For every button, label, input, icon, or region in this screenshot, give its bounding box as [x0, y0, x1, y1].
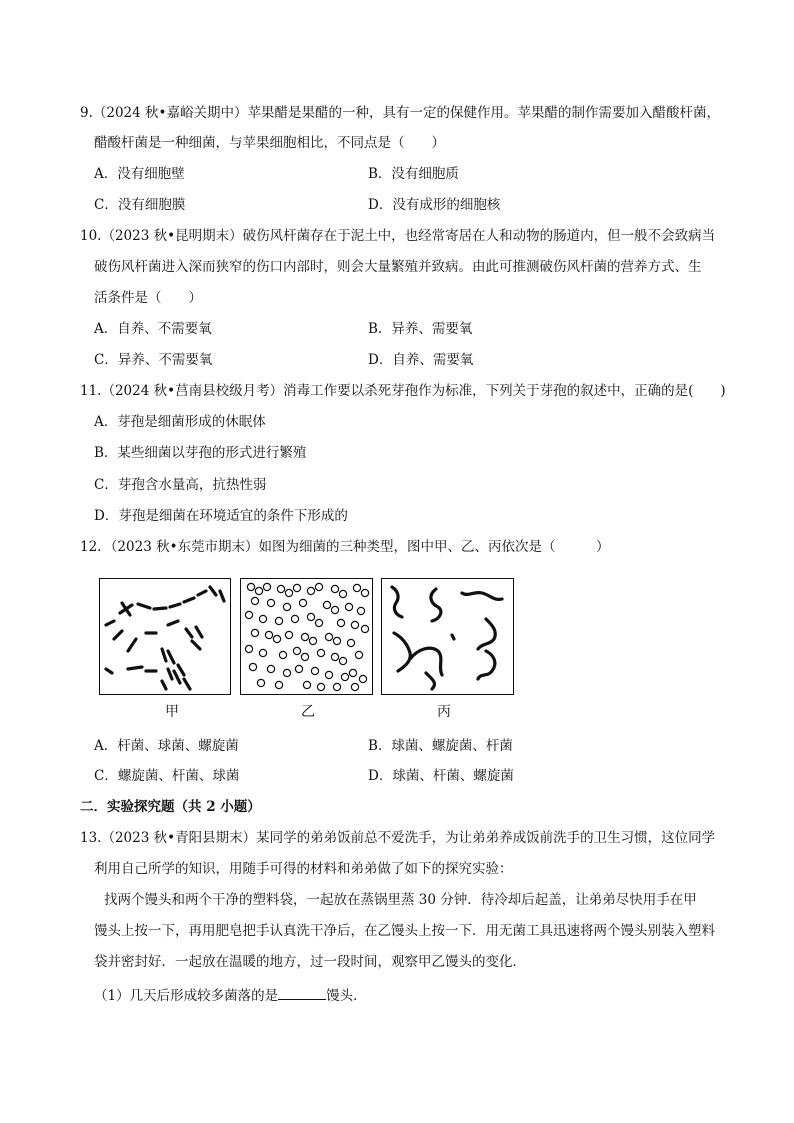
- q11-option-a: A．芽孢是细菌形成的休眠体: [94, 414, 266, 430]
- q10-stem-line1: 10.（2023 秋•昆明期末）破伤风杆菌存在于泥土中，也经常寄居在人和动物的肠道内，但一般不会致病当: [80, 228, 716, 244]
- figure-label-bing: 丙: [437, 704, 451, 720]
- q10-option-d: D．自养、需要氧: [368, 352, 474, 368]
- q13-stem-line2: 利用自己所学的知识，用随手可得的材料和弟弟做了如下的探究实验：: [94, 861, 513, 877]
- figure-rod-bacteria: [99, 578, 231, 695]
- q10-option-b: B．异养、需要氧: [368, 321, 473, 337]
- q9-option-b: B．没有细胞质: [368, 166, 459, 182]
- q13-paragraph-line1: 找两个馒头和两个干净的塑料袋，一起放在蒸锅里蒸 30 分钟．待冷却后起盖，让弟弟尽快用手在甲: [104, 892, 697, 908]
- figure-spiral-bacteria: [381, 578, 514, 695]
- q9-option-d: D．没有成形的细胞核: [368, 197, 501, 213]
- q12-option-a: A．杆菌、球菌、螺旋菌: [94, 738, 239, 754]
- q12-stem-line1: 12．（2023 秋•东莞市期末）如图为细菌的三种类型，图中甲、乙、丙依次是（ ）: [80, 539, 610, 555]
- spiral-bacteria-illustration: [382, 579, 513, 694]
- q10-option-c: C．异养、不需要氧: [94, 352, 213, 368]
- rod-bacteria-illustration: [100, 579, 230, 694]
- q9-stem-line2: 醋酸杆菌是一种细菌，与苹果细胞相比，不同点是（ ）: [94, 135, 445, 151]
- q12-option-b: B．球菌、螺旋菌、杆菌: [368, 738, 513, 754]
- q11-option-d: D．芽孢是细菌在环境适宜的条件下形成的: [94, 508, 348, 524]
- figure-coccus-bacteria: [240, 578, 373, 695]
- q10-stem-line3: 活条件是（ ）: [94, 290, 202, 306]
- q13-paragraph-line3: 袋并密封好．一起放在温暖的地方，过一段时间，观察甲乙馒头的变化．: [94, 954, 526, 970]
- q10-stem-line2: 破伤风杆菌进入深而狭窄的伤口内部时，则会大量繁殖并致病。由此可推测破伤风杆菌的营养方式、生: [94, 259, 702, 275]
- q13-sub1-prefix: （1）几天后形成较多菌落的是: [94, 988, 279, 1004]
- coccus-bacteria-illustration: [241, 579, 372, 694]
- figure-label-jia: 甲: [165, 704, 179, 720]
- q13-subquestion-1: [94, 985, 367, 1005]
- q11-stem-line1: 11.（2024 秋•莒南县校级月考）消毒工作要以杀死芽孢作为标准，下列关于芽孢的叙述中，正确的是( ): [80, 383, 726, 399]
- q9-option-a: A．没有细胞壁: [94, 166, 185, 182]
- q10-option-a: A．自养、不需要氧: [94, 321, 212, 337]
- q13-paragraph-line2: 馒头上按一下，再用肥皂把手认真洗干净后，在乙馒头上按一下．用无菌工具迅速将两个馒头别装入塑料: [94, 923, 715, 939]
- q13-stem-line1: 13.（2023 秋•青阳县期末）某同学的弟弟饭前总不爱洗手，为让弟弟养成饭前洗手的卫生习惯，这位同学: [80, 830, 716, 846]
- figure-label-yi: 乙: [301, 704, 315, 720]
- q11-option-c: C．芽孢含水量高，抗热性弱: [94, 477, 267, 493]
- q13-sub1-suffix: 馒头．: [326, 988, 367, 1004]
- q12-option-d: D．球菌、杆菌、螺旋菌: [368, 768, 514, 784]
- q11-option-b: B．某些细菌以芽孢的形式进行繁殖: [94, 445, 307, 461]
- q13-sub1-answer-blank[interactable]: [278, 985, 326, 1000]
- q12-option-c: C．螺旋菌、杆菌、球菌: [94, 768, 240, 784]
- q9-stem-line1: 9.（2024 秋•嘉峪关期中）苹果醋是果醋的一种，具有一定的保健作用。苹果醋的制作需要加入醋酸杆菌，: [80, 105, 720, 121]
- q9-option-c: C．没有细胞膜: [94, 197, 186, 213]
- section-heading-experiment: 二．实验探究题（共 2 小题）: [80, 799, 261, 815]
